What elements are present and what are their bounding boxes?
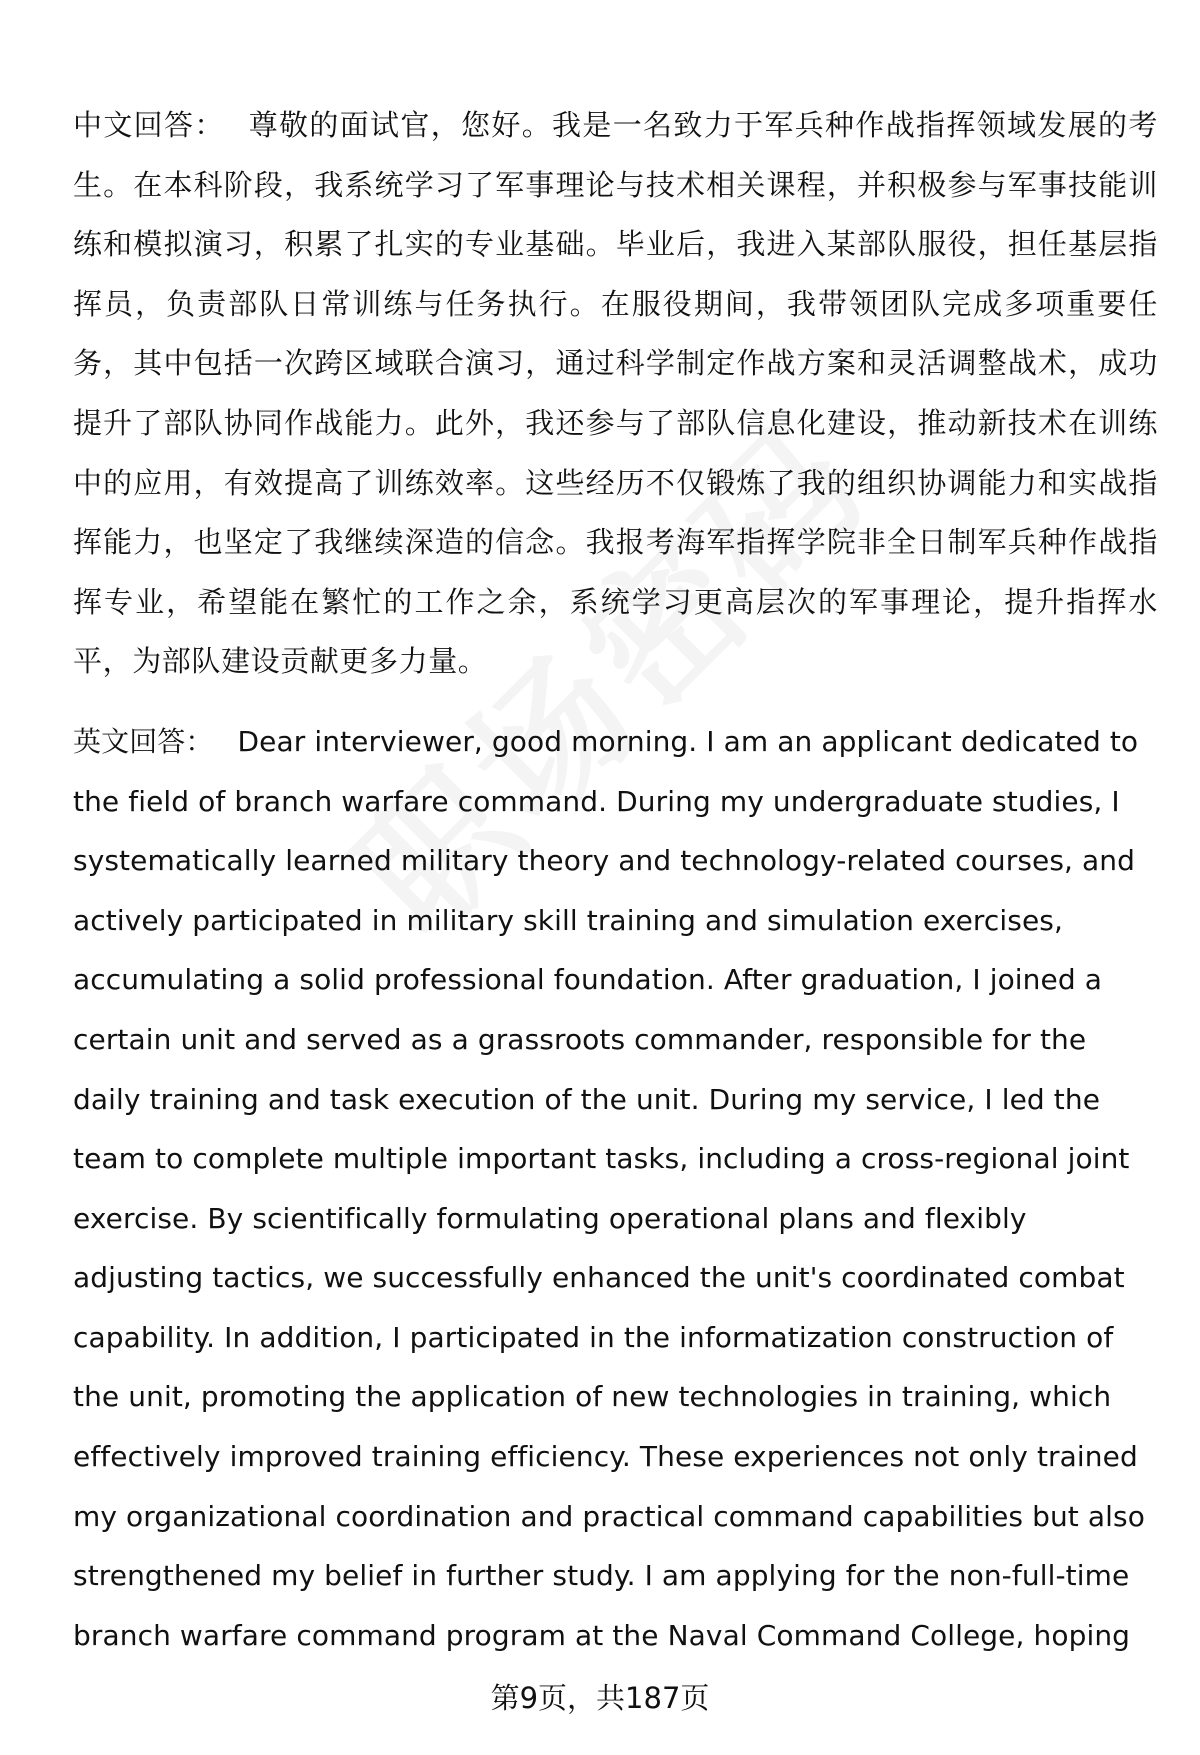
chinese-answer-paragraph <box>73 96 1158 692</box>
chinese-answer-label: 中文回答： <box>73 108 225 142</box>
chinese-answer-text: 尊敬的面试官，您好。我是一名致力于军兵种作战指挥领域发展的考生。在本科阶段，我系统学习了军事理论与技术相关课程，并积极参与军事技能训练和模拟演习，积累了扎实的专业基础。毕业后，我进入某部队服役，担任基层指挥员，负责部队日常训练与任务执行。在服役期间，我带领团队完成多项重要任务，其中包括一次跨区域联合演习，通过科学制定作战方案和灵活调整战术，成功提升了部队协同作战能力。此外，我还参与了部队信息化建设，推动新技术在训练中的应用，有效提高了训练效率。这些经历不仅锻炼了我的组织协调能力和实战指挥能力，也坚定了我继续深造的信念。我报考海军指挥学院非全日制军兵种作战指挥专业，希望能在繁忙的工作之余，系统学习更高层次的军事理论，提升指挥水平，为部队建设贡献更多力量。 <box>73 108 1158 679</box>
document-body <box>73 96 1158 1665</box>
page-indicator: 第9页，共187页 <box>490 1681 710 1715</box>
english-answer-label: 英文回答： <box>73 724 214 758</box>
english-answer-paragraph <box>73 712 1158 1666</box>
english-answer-text: Dear interviewer, good morning. I am an applicant dedicated to the field of branch warfare command. During my undergraduate studies, I systematically learned military theory and technology-related courses, and actively participated in military skill training and simulation exercises, accumulating a solid professional foundation. After graduation, I joined a certain unit and served as a grassroots commander, responsible for the daily training and task execution of the unit. During my service, I led the team to complete multiple important tasks, including a cross-regional joint exercise. By scientifically formulating operational plans and flexibly adjusting tactics, we successfully enhanced the unit's coordinated combat capability. In addition, I participated in the informatization construction of the unit, promoting the application of new technologies in training, which effectively improved training efficiency. These experiences not only trained my organizational coordination and practical command capabilities but also strengthened my belief in further study. I am applying for the non-full-time branch warfare command program at the Naval Command College, hoping <box>73 724 1145 1652</box>
